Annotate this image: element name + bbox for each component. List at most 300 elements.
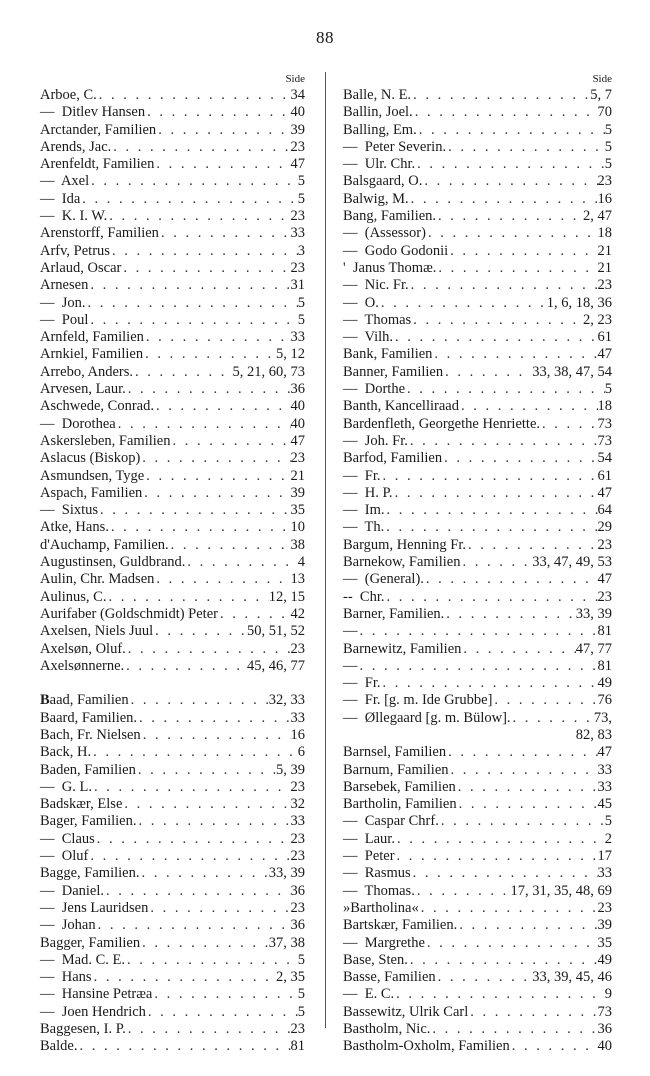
page-references: 35: [290, 502, 305, 519]
dot-leader: [448, 243, 597, 260]
page-references: 33, 39: [575, 605, 612, 622]
index-entry: [343, 883, 612, 900]
index-entry: [343, 381, 612, 398]
page-references: 5: [297, 951, 305, 968]
entry-name: Aspach, Familien: [40, 484, 143, 501]
index-entry: [343, 796, 612, 813]
dot-leader: [152, 986, 297, 1003]
page-references: 33: [597, 778, 612, 795]
entry-name: Arlaud, Oscar: [40, 259, 122, 276]
dot-leader: [409, 191, 598, 208]
page-references: 47: [290, 156, 305, 173]
page-references: 73: [597, 415, 612, 432]
index-entry: [343, 779, 612, 796]
side-label: Side: [592, 73, 612, 85]
index-entry: [343, 485, 612, 502]
page-references: 16: [290, 726, 305, 743]
index-entry: [40, 312, 305, 329]
index-entry: [343, 658, 612, 675]
index-entry: [40, 364, 305, 381]
dot-leader: [413, 104, 598, 121]
page-references: 23: [290, 848, 305, 865]
index-entry: [40, 917, 305, 934]
index-entry: [40, 519, 305, 536]
dot-leader: [510, 1038, 598, 1055]
index-entry: [343, 260, 612, 277]
entry-name: — Fr. [g. m. Ide Grubbe]: [343, 692, 493, 709]
index-entry: [40, 381, 305, 398]
index-entry: [343, 312, 612, 329]
index-entry: [343, 641, 612, 658]
page-references: 29: [597, 519, 612, 536]
page-references: 5: [297, 1003, 305, 1020]
dot-leader: [141, 727, 291, 744]
page-references: 9: [604, 986, 612, 1003]
entry-name: — Mad. C. E.: [40, 951, 125, 968]
dot-leader: [129, 692, 269, 709]
dot-leader: [80, 191, 297, 208]
page-references: 82, 83: [575, 726, 612, 743]
page-references: 42: [290, 605, 305, 622]
index-entry: [343, 744, 612, 761]
dot-leader: [393, 329, 597, 346]
entry-name: — Øllegaard [g. m. Bülow].: [343, 709, 511, 726]
page-references: 31: [290, 277, 305, 294]
page-references: 33, 39, 45, 46: [532, 969, 612, 986]
entry-name: Bang, Familien.: [343, 208, 437, 225]
dot-leader: [408, 433, 598, 450]
page-references: 33: [597, 761, 612, 778]
index-entry: [40, 485, 305, 502]
dot-leader: [169, 537, 291, 554]
section-initial: B: [40, 692, 50, 709]
index-entry: [343, 156, 612, 173]
index-entry: [343, 433, 612, 450]
dot-leader: [405, 381, 605, 398]
index-entry: [40, 1038, 305, 1055]
entry-name: -- Chr.: [343, 588, 385, 605]
entry-name: — Rasmus: [343, 865, 411, 882]
page-references: 18: [597, 225, 612, 242]
entry-name: — H. P.: [343, 484, 393, 501]
index-entry: [343, 329, 612, 346]
entry-name: — (General).: [343, 571, 424, 588]
page-references: 70: [597, 104, 612, 121]
dot-leader: [154, 156, 290, 173]
index-entry: [343, 139, 612, 156]
entry-name: — Thomas.: [343, 882, 415, 899]
dot-leader: [98, 502, 290, 519]
entry-name: Axelsønnerne.: [40, 657, 125, 674]
dot-leader: [144, 329, 291, 346]
page-references: 76: [597, 692, 612, 709]
dot-leader: [136, 762, 276, 779]
entry-name: — Fr.: [343, 675, 381, 692]
index-entry: [40, 173, 305, 190]
entry-name: Bager, Familien.: [40, 813, 137, 830]
dot-leader: [140, 450, 290, 467]
entry-name: — Peter: [343, 848, 395, 865]
entry-name: Arnfeld, Familien: [40, 329, 144, 346]
dot-leader: [436, 260, 597, 277]
entry-name: — E. C.: [343, 986, 395, 1003]
entry-name: Bartholin, Familien: [343, 796, 457, 813]
dot-leader: [384, 589, 597, 606]
index-entry: [40, 104, 305, 121]
entry-name: — Oluf: [40, 848, 89, 865]
index-entry: [40, 122, 305, 139]
entry-name: Baad, Familien: [40, 692, 129, 709]
dot-leader: [116, 416, 291, 433]
index-entry: [343, 450, 612, 467]
entry-name: Bach, Fr. Nielsen: [40, 726, 141, 743]
dot-leader: [425, 935, 598, 952]
index-entry: [40, 986, 305, 1003]
entry-name: — Caspar Chrf.: [343, 813, 439, 830]
page-references: 73: [597, 432, 612, 449]
blank-line: [40, 675, 305, 692]
page-references: 2, 23: [583, 311, 612, 328]
entry-name: Barnekow, Familien: [343, 554, 461, 571]
dot-leader: [185, 554, 297, 571]
column-divider: [325, 72, 326, 1028]
index-entry: [40, 623, 305, 640]
index-entry: [40, 156, 305, 173]
dot-leader: [436, 208, 583, 225]
page-references: 33, 47, 49, 53: [532, 554, 612, 571]
index-entry: [343, 208, 612, 225]
entry-name: Arenstorff, Familien: [40, 225, 159, 242]
page-references: 4: [297, 554, 305, 571]
page-references: 21: [597, 242, 612, 259]
side-label: Side: [285, 73, 305, 85]
page-references: 3: [297, 242, 305, 259]
page-references: 32: [290, 796, 305, 813]
entry-name: Barnewitz, Familien: [343, 640, 462, 657]
entry-name: Bartskær, Familien.: [343, 917, 458, 934]
entry-name: — Nic. Fr.: [343, 277, 409, 294]
index-entry: [343, 571, 612, 588]
entry-name: Aschwede, Conrad.: [40, 398, 154, 415]
index-entry: [343, 191, 612, 208]
entry-name: Arrebo, Anders.: [40, 363, 134, 380]
entry-name: Barnum, Familien: [343, 761, 449, 778]
page-references: 23: [290, 208, 305, 225]
dot-leader: [430, 1021, 597, 1038]
dot-leader: [436, 969, 533, 986]
dot-leader: [415, 156, 605, 173]
page-references: 81: [597, 657, 612, 674]
index-entry: [343, 623, 612, 640]
index-entry: [343, 952, 612, 969]
dot-leader: [422, 173, 597, 190]
dot-leader: [417, 122, 605, 139]
entry-name: Bassewitz, Ulrik Carl: [343, 1003, 469, 1020]
page-references: 23: [290, 899, 305, 916]
index-entry: [343, 969, 612, 986]
entry-name: Axelsøn, Oluf.: [40, 640, 126, 657]
dot-leader: [121, 260, 290, 277]
entry-name: Barfod, Familien: [343, 450, 443, 467]
dot-leader: [124, 658, 247, 675]
entry-name: Arenfeldt, Familien: [40, 156, 155, 173]
index-entry: [343, 104, 612, 121]
page-references: 5: [297, 311, 305, 328]
page-references: 54: [597, 450, 612, 467]
index-entry: [343, 589, 612, 606]
entry-name: — O.: [343, 294, 379, 311]
dot-leader: [411, 87, 590, 104]
page-references: 6: [297, 744, 305, 761]
entry-name: — Hansine Petræa: [40, 986, 153, 1003]
dot-leader: [379, 295, 547, 312]
entry-name: — Dorthe: [343, 381, 406, 398]
entry-name: — Johan: [40, 917, 96, 934]
index-entry: [343, 606, 612, 623]
index-entry: [40, 883, 305, 900]
dot-leader: [109, 519, 291, 536]
entry-name: —: [343, 657, 358, 674]
dot-leader: [442, 450, 597, 467]
page-references: 23: [597, 173, 612, 190]
page-references: 45: [597, 796, 612, 813]
page-references: 81: [597, 623, 612, 640]
dot-leader: [96, 917, 291, 934]
page-references: 47: [597, 744, 612, 761]
index-entry: [40, 346, 305, 363]
index-entry: [40, 692, 305, 709]
entry-name: — Sixtus: [40, 502, 99, 519]
page-references: 23: [290, 640, 305, 657]
page-references: 23: [290, 259, 305, 276]
dot-leader: [395, 831, 605, 848]
dot-leader: [358, 658, 598, 675]
index-entry: [40, 641, 305, 658]
entry-name: Baden, Familien: [40, 761, 136, 778]
entry-name: — Vilh.: [343, 329, 394, 346]
dot-leader: [218, 606, 291, 623]
entry-name: Asmundsen, Tyge: [40, 467, 145, 484]
entry-name: — Claus: [40, 830, 95, 847]
dot-leader: [492, 692, 597, 709]
dot-leader: [460, 554, 532, 571]
dot-leader: [144, 468, 290, 485]
entry-name: Arnkiel, Familien: [40, 346, 144, 363]
entry-name: —: [343, 623, 358, 640]
page-references: 21: [290, 467, 305, 484]
entry-name: Banner, Familien: [343, 363, 444, 380]
index-entry: [343, 935, 612, 952]
page-references: 33: [290, 329, 305, 346]
dot-leader: [95, 831, 291, 848]
dot-leader: [409, 277, 598, 294]
index-entry: [343, 762, 612, 779]
page-references: 36: [290, 917, 305, 934]
index-entry: [40, 571, 305, 588]
dot-leader: [139, 865, 268, 882]
index-entry: [343, 225, 612, 242]
page-references: 32, 33: [268, 692, 305, 709]
index-entry: [40, 710, 305, 727]
entry-name: Augustinsen, Guldbrand.: [40, 554, 186, 571]
index-entry: [40, 139, 305, 156]
entry-name: Balsgaard, O.: [343, 173, 423, 190]
page-references: 5: [604, 121, 612, 138]
entry-name: — Margrethe: [343, 934, 425, 951]
entry-name: Arfv, Petrus: [40, 242, 110, 259]
dot-leader: [148, 900, 290, 917]
index-entry: [343, 398, 612, 415]
index-entry: [40, 935, 305, 952]
index-entry: [343, 277, 612, 294]
dot-leader: [411, 865, 598, 882]
index-entry: [40, 468, 305, 485]
index-entry: [343, 865, 612, 882]
index-column-right: [343, 71, 612, 1056]
index-entry: [40, 813, 305, 830]
index-entry: [343, 364, 612, 381]
page-references: 49: [597, 675, 612, 692]
page-references: 36: [290, 882, 305, 899]
entry-name: Balde.: [40, 1038, 78, 1055]
page-references: 23: [597, 277, 612, 294]
entry-name: Bank, Familien: [343, 346, 433, 363]
dot-leader: [444, 606, 575, 623]
entry-name: Badskær, Else: [40, 796, 123, 813]
entry-name: Askersleben, Familien: [40, 432, 171, 449]
page-references: 39: [290, 121, 305, 138]
index-entry: [40, 433, 305, 450]
dot-leader: [432, 346, 597, 363]
page-references: 64: [597, 502, 612, 519]
index-entry: [343, 87, 612, 104]
entry-name: — Fr.: [343, 467, 381, 484]
dot-leader: [122, 796, 290, 813]
entry-name: — Jon.: [40, 294, 86, 311]
dot-leader: [104, 883, 290, 900]
page-references: 5: [604, 156, 612, 173]
dot-leader: [143, 346, 276, 363]
dot-leader: [456, 779, 598, 796]
index-entry: [40, 243, 305, 260]
dot-leader: [106, 589, 268, 606]
dot-leader: [154, 571, 290, 588]
index-entry: [40, 969, 305, 986]
index-entry: [40, 502, 305, 519]
index-entry: [40, 537, 305, 554]
page-references: 12, 15: [268, 588, 305, 605]
dot-leader: [446, 139, 605, 156]
index-entry: [343, 675, 612, 692]
page-references: 36: [290, 381, 305, 398]
page-references: 23: [597, 536, 612, 553]
entry-name: Base, Sten.: [343, 951, 408, 968]
dot-leader: [459, 398, 598, 415]
index-entry: [343, 917, 612, 934]
index-entry: [40, 260, 305, 277]
index-entry: [40, 225, 305, 242]
dot-leader: [156, 122, 290, 139]
dot-leader: [424, 571, 598, 588]
entry-list: [343, 87, 612, 1056]
index-entry: [343, 1004, 612, 1021]
page-references: 1, 6, 18, 36: [546, 294, 612, 311]
page-references: 5: [297, 294, 305, 311]
index-entry: [40, 1004, 305, 1021]
dot-leader: [461, 641, 575, 658]
page-references: 47: [597, 346, 612, 363]
page-references: 39: [290, 484, 305, 501]
entry-name: — (Assessor): [343, 225, 426, 242]
page-references: 47: [597, 571, 612, 588]
index-entry: [40, 416, 305, 433]
page-references: 33, 38, 47, 54: [532, 363, 612, 380]
page-references: 23: [290, 778, 305, 795]
entry-name: — Axel: [40, 173, 90, 190]
dot-leader: [457, 796, 598, 813]
dot-leader: [449, 762, 598, 779]
dot-leader: [466, 537, 598, 554]
entry-name: Bargum, Henning Fr.: [343, 536, 466, 553]
index-entry: [343, 416, 612, 433]
index-entry: [343, 122, 612, 139]
dot-leader: [415, 883, 511, 900]
dot-leader: [426, 225, 598, 242]
page-references: 47: [597, 484, 612, 501]
index-entry: [40, 865, 305, 882]
dot-leader: [133, 364, 232, 381]
page-references: 18: [597, 398, 612, 415]
entry-name: Banth, Kancelliraad: [343, 398, 459, 415]
dot-leader: [92, 779, 291, 796]
dot-leader: [384, 519, 597, 536]
entry-name: — Peter Severin.: [343, 138, 447, 155]
page-references: 37, 38: [268, 934, 305, 951]
entry-name: Atke, Hans.: [40, 519, 109, 536]
page-references: 5: [604, 138, 612, 155]
entry-name: — Laur.: [343, 830, 395, 847]
page-references: 40: [597, 1038, 612, 1055]
dot-leader: [439, 813, 605, 830]
page-references: 33: [290, 709, 305, 726]
index-entry: [40, 87, 305, 104]
dot-leader: [142, 485, 290, 502]
page-references: 2, 35: [276, 969, 305, 986]
page-references: 5, 7: [590, 87, 612, 103]
page-references: 40: [290, 415, 305, 432]
dot-leader: [153, 623, 247, 640]
index-entry: [343, 519, 612, 536]
index-entry: [40, 277, 305, 294]
entry-name: Arnesen: [40, 277, 89, 294]
index-entry: [343, 692, 612, 709]
dot-leader: [408, 952, 598, 969]
dot-leader: [384, 502, 597, 519]
index-entry: [343, 346, 612, 363]
index-entry: [343, 986, 612, 1003]
entry-name: Balwig, M.: [343, 190, 409, 207]
page-references: 34: [290, 87, 305, 103]
index-entry: [343, 554, 612, 571]
page-references: 61: [597, 329, 612, 346]
page-references: 23: [597, 588, 612, 605]
index-entry: [40, 831, 305, 848]
index-entry: [40, 796, 305, 813]
page-references: 39: [597, 917, 612, 934]
index-entry: [40, 606, 305, 623]
page-references: 61: [597, 467, 612, 484]
index-entry: [343, 848, 612, 865]
